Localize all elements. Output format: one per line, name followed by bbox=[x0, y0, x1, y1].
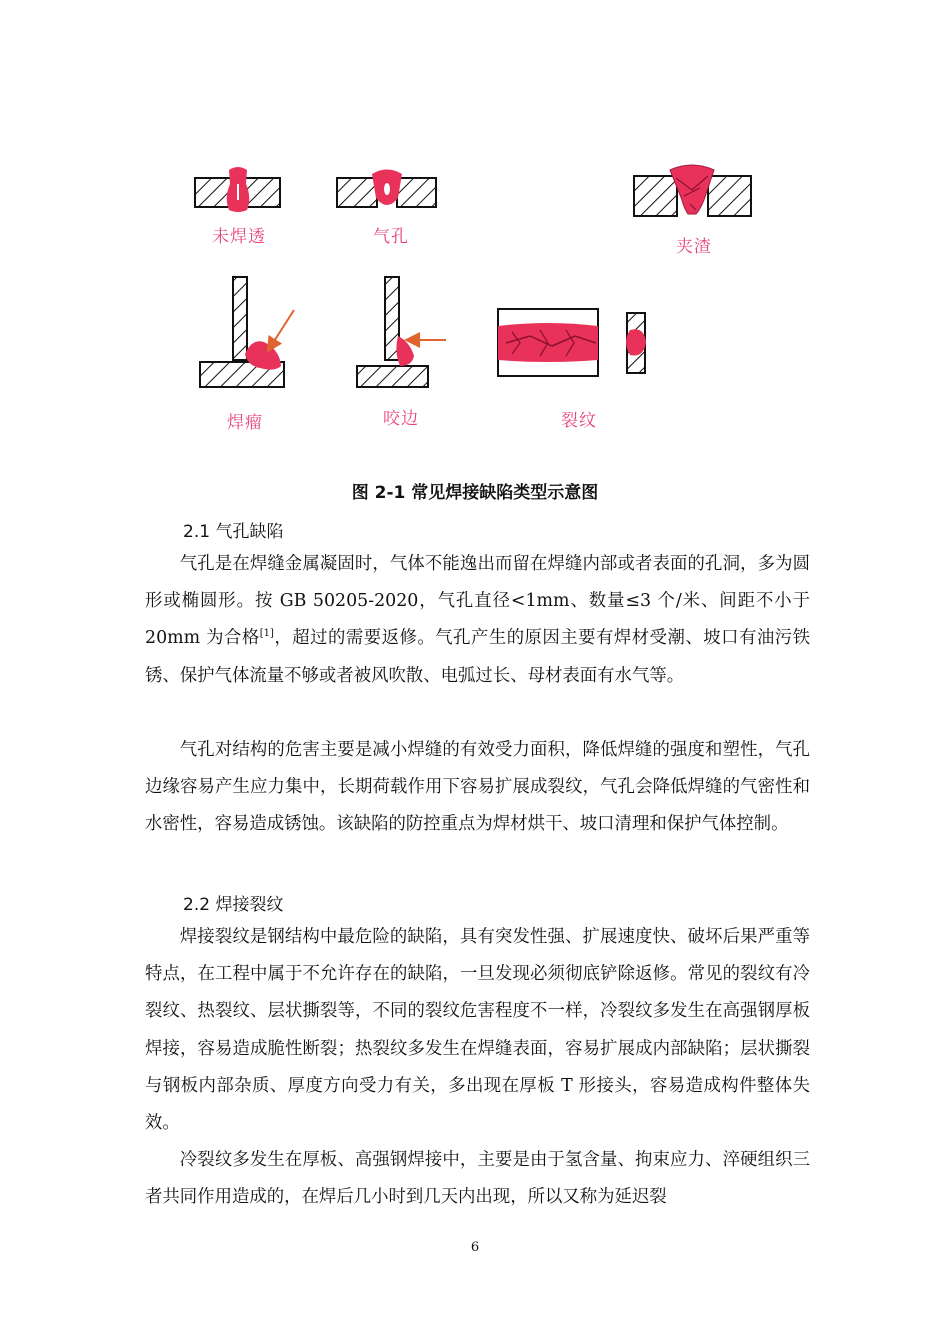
paragraph-porosity-1 bbox=[145, 546, 810, 695]
weld-defects-figure bbox=[0, 0, 950, 470]
weld-defects-illustration bbox=[0, 0, 950, 470]
slag-inclusion-diagram bbox=[634, 165, 751, 216]
page-number: 6 bbox=[470, 1240, 480, 1255]
citation-ref[interactable]: [1] bbox=[259, 628, 274, 640]
paragraph-crack-2: 冷裂纹多发生在厚板、高强钢焊接中，主要是由于氢含量、拘束应力、淬硬组织三者共同作用造成的，在焊后几小时到几天内出现，所以又称为延迟裂 bbox=[145, 1150, 810, 1208]
crack-diagram bbox=[498, 309, 646, 376]
paragraph-text: ，超过的需要返修。气孔产生的原因主要有焊材受潮、坡口有油污铁锈、保护气体流量不够或者被风吹散、电弧过长、母材表面有水气等。 bbox=[145, 628, 810, 686]
label-porosity: 气孔 bbox=[373, 227, 409, 247]
undercut-diagram bbox=[357, 277, 446, 387]
label-undercut: 咬边 bbox=[383, 409, 419, 429]
section-heading-2-2: 2.2 焊接裂纹 bbox=[183, 895, 284, 915]
incomplete-penetration-diagram bbox=[195, 167, 280, 212]
paragraph-porosity-2: 气孔对结构的危害主要是减小焊缝的有效受力面积，降低焊缝的强度和塑性，气孔边缘容易产生应力集中，长期荷载作用下容易扩展成裂纹，气孔会降低焊缝的气密性和水密性，容易造成锈蚀。该缺陷的防控重点为焊材烘干、坡口清理和保护气体控制。 bbox=[145, 740, 810, 835]
overlap-diagram bbox=[200, 277, 294, 387]
section-heading-2-1: 2.1 气孔缺陷 bbox=[183, 522, 284, 542]
label-crack: 裂纹 bbox=[561, 411, 597, 431]
paragraph-crack-1: 焊接裂纹是钢结构中最危险的缺陷，具有突发性强、扩展速度快、破坏后果严重等特点，在工程中属于不允许存在的缺陷，一旦发现必须彻底铲除返修。常见的裂纹有冷裂纹、热裂纹、层状撕裂等，不同的裂纹危害程度不一样，冷裂纹多发生在高强钢厚板焊接，容易造成脆性断裂；热裂纹多发生在焊缝表面，容易扩展成内部缺陷；层状撕裂与钢板内部杂质、厚度方向受力有关，多出现在厚板 T 形接头，容易造成构件整体失效。 bbox=[145, 927, 810, 1134]
label-overlap: 焊瘤 bbox=[227, 413, 263, 433]
label-incomplete-penetration: 未焊透 bbox=[212, 227, 266, 247]
label-slag-inclusion: 夹渣 bbox=[676, 237, 712, 257]
paragraph-text: 气孔是在焊缝金属凝固时，气体不能逸出而留在焊缝内部或者表面的孔洞，多为圆形或椭圆形。按 GB 50205-2020，气孔直径<1mm、数量≤3 个/米、间距不小于 20mm 为合格 bbox=[145, 554, 810, 649]
figure-caption: 图 2-1 常见焊接缺陷类型示意图 bbox=[351, 483, 599, 503]
porosity-diagram bbox=[337, 170, 436, 208]
